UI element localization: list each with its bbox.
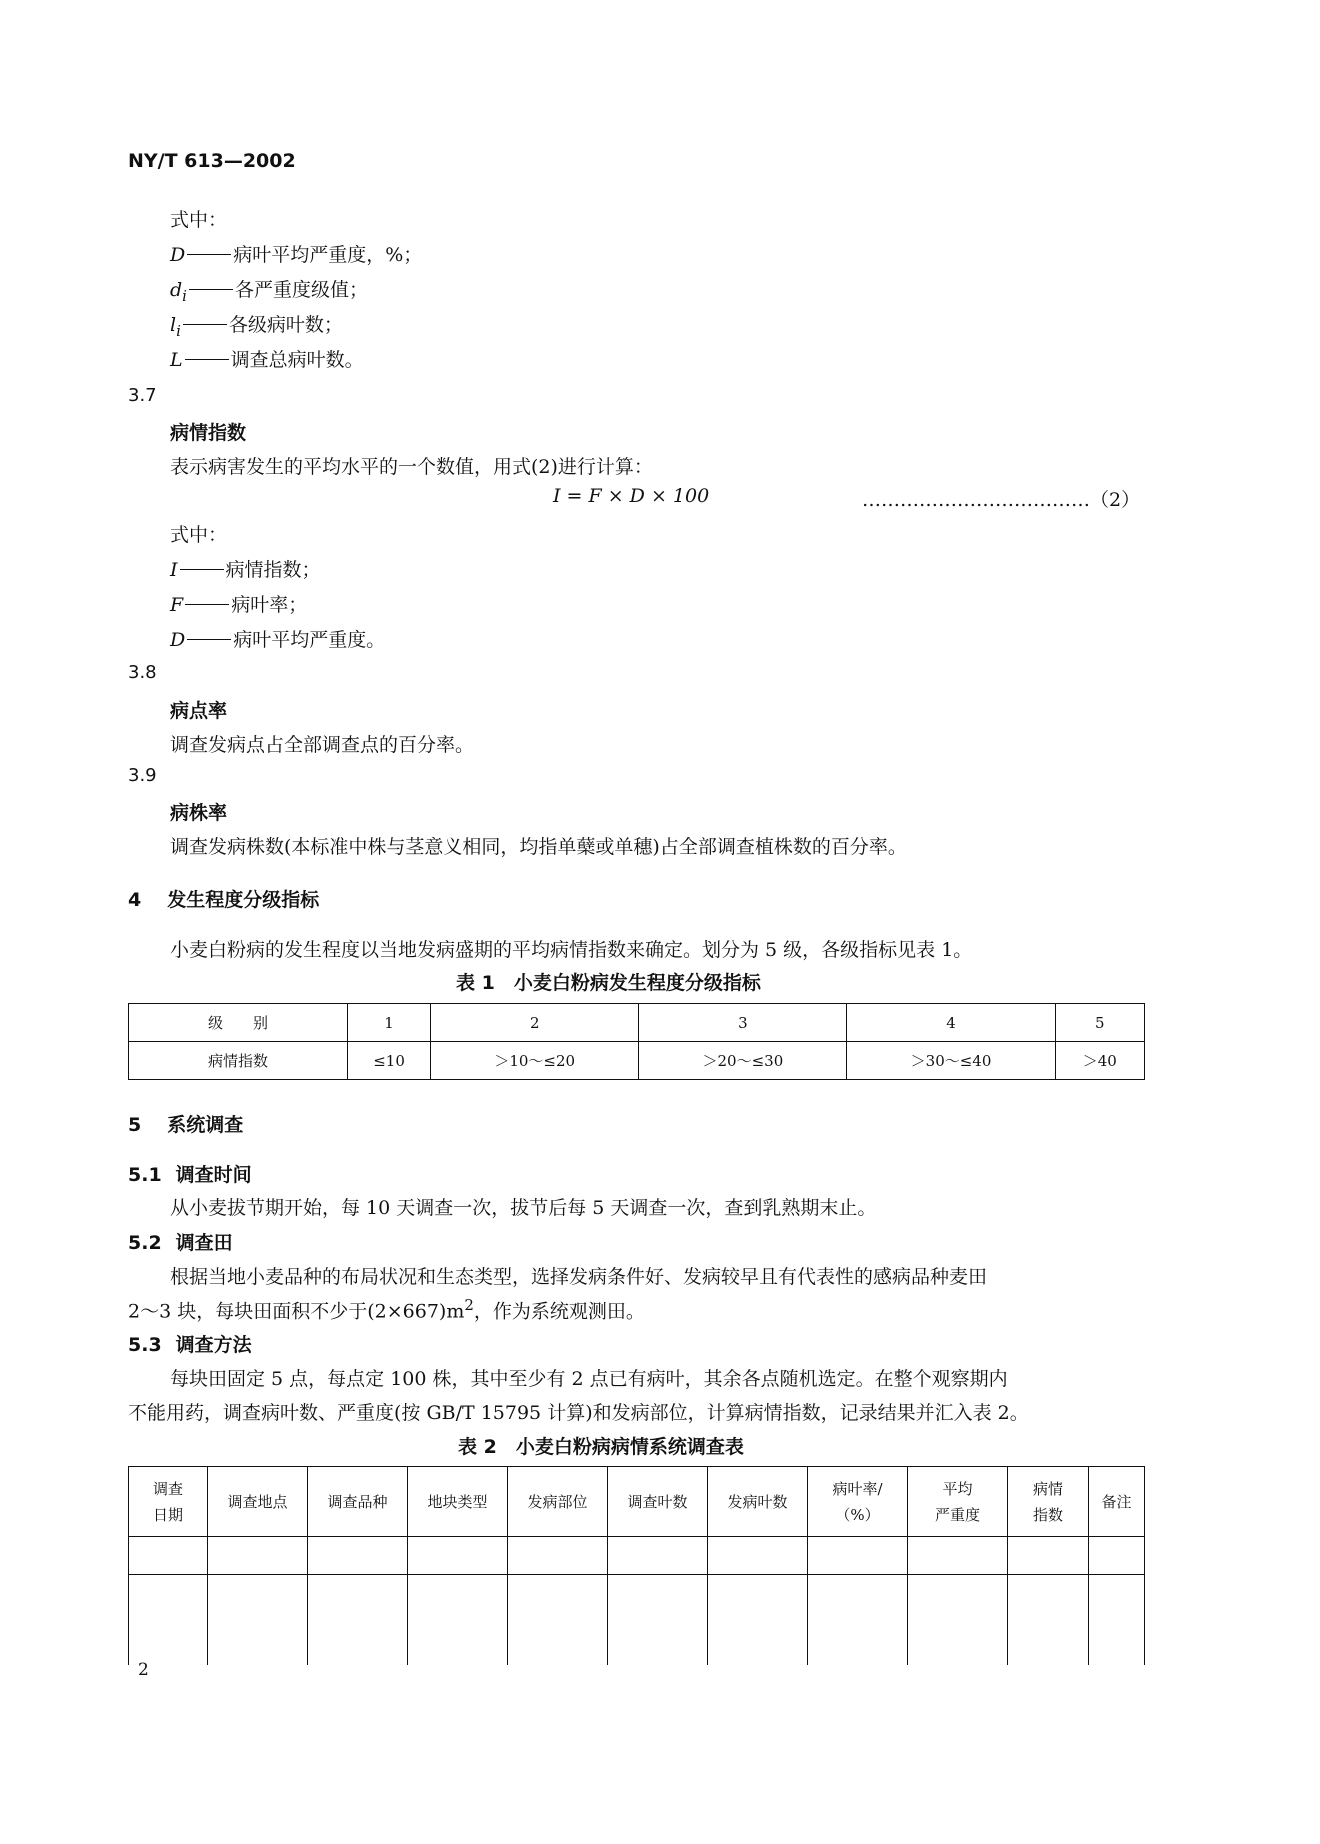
table-cell xyxy=(608,1537,708,1575)
table-cell: 3 xyxy=(639,1004,847,1042)
text-run: 2～3 块，每块田面积不少于(2×667)m xyxy=(128,1300,465,1323)
variable-symbol: D xyxy=(170,244,186,266)
definition-text: 调查总病叶数。 xyxy=(230,349,364,371)
table-caption: 表 2 小麦白粉病病情系统调查表 xyxy=(458,1436,744,1458)
dash-rule xyxy=(180,569,224,570)
variable-symbol: F xyxy=(170,594,184,616)
table-cell xyxy=(608,1575,708,1665)
header-cell: 调查品种 xyxy=(308,1467,408,1537)
table-cell xyxy=(1008,1575,1089,1665)
section-title: 调查方法 xyxy=(175,1334,252,1356)
definition-D-2 xyxy=(170,625,385,652)
table-cell xyxy=(1008,1537,1089,1575)
variable-symbol: l xyxy=(170,314,177,336)
header-cell: 备注 xyxy=(1089,1467,1145,1537)
section-number: 3.9 xyxy=(128,765,157,786)
definition-text: 病叶平均严重度。 xyxy=(233,629,386,651)
definition-I xyxy=(170,555,321,582)
section-number: 5.1 xyxy=(128,1164,162,1186)
paragraph: 根据当地小麦品种的布局状况和生态类型，选择发病条件好、发病较早且有代表性的感病品种麦田 xyxy=(170,1266,988,1288)
dash-rule xyxy=(189,289,233,290)
header-cell: 地块类型 xyxy=(408,1467,508,1537)
table-cell: 病情指数 xyxy=(129,1042,348,1080)
variable-subscript: i xyxy=(176,321,181,340)
table-cell: 级 别 xyxy=(129,1004,348,1042)
paragraph: 每块田固定 5 点，每点定 100 株，其中至少有 2 点已有病叶，其余各点随机选定。在整个观察期内 xyxy=(170,1368,1008,1390)
table-cell: 2 xyxy=(431,1004,639,1042)
table-cell xyxy=(1089,1575,1145,1665)
table-cell xyxy=(308,1575,408,1665)
table-cell xyxy=(908,1575,1008,1665)
header-cell: 调查地点 xyxy=(208,1467,308,1537)
section-number: 5 xyxy=(128,1114,142,1136)
header-cell: 病叶率/ （%） xyxy=(808,1467,908,1537)
paragraph: 调查发病点占全部调查点的百分率。 xyxy=(170,734,475,756)
table-cell: ＞20～≤30 xyxy=(639,1042,847,1080)
section-number: 3.8 xyxy=(128,662,157,683)
table-cell xyxy=(1089,1537,1145,1575)
section-title: 病株率 xyxy=(170,802,228,824)
table-cell xyxy=(208,1575,308,1665)
definition-di xyxy=(170,275,368,305)
section-title: 系统调查 xyxy=(167,1114,244,1136)
section-number: 5.3 xyxy=(128,1334,162,1356)
section-title: 发生程度分级指标 xyxy=(167,889,320,911)
subsection-heading-5-2 xyxy=(128,1228,233,1255)
table-cell xyxy=(208,1537,308,1575)
table-cell xyxy=(708,1537,808,1575)
section-number: 3.7 xyxy=(128,385,157,406)
table-row xyxy=(129,1537,1145,1575)
table-cell xyxy=(508,1537,608,1575)
variable-subscript: i xyxy=(182,286,187,305)
survey-table xyxy=(128,1466,1145,1665)
definition-F xyxy=(170,590,307,617)
paragraph-continued xyxy=(128,1296,645,1323)
table-cell xyxy=(808,1575,908,1665)
section-heading-4 xyxy=(128,885,319,912)
header-cell: 调查 日期 xyxy=(129,1467,208,1537)
table-row xyxy=(129,1042,1145,1080)
subsection-heading-5-1 xyxy=(128,1160,252,1187)
paragraph: 从小麦拔节期开始，每 10 天调查一次，拔节后每 5 天调查一次，查到乳熟期末止。 xyxy=(170,1197,877,1219)
table-cell: ＞30～≤40 xyxy=(847,1042,1055,1080)
definition-text: 各级病叶数； xyxy=(228,314,343,336)
section-heading-5 xyxy=(128,1110,243,1137)
variable-symbol: d xyxy=(170,279,183,301)
definition-text: 病叶率； xyxy=(231,594,308,616)
table-cell xyxy=(908,1537,1008,1575)
dash-rule xyxy=(187,639,231,640)
table-cell: 4 xyxy=(847,1004,1055,1042)
paragraph-continued: 不能用药，调查病叶数、严重度(按 GB/T 15795 计算)和发病部位，计算病情指数，记录结果并汇入表 2。 xyxy=(128,1402,1029,1424)
table-cell: ≤10 xyxy=(348,1042,431,1080)
table-cell: ＞40 xyxy=(1055,1042,1144,1080)
table-cell xyxy=(129,1537,208,1575)
section-title: 调查时间 xyxy=(175,1164,252,1186)
dash-rule xyxy=(187,254,231,255)
where-intro-2: 式中： xyxy=(170,524,228,546)
text-run: ，作为系统观测田。 xyxy=(473,1300,645,1323)
table-cell: ＞10～≤20 xyxy=(431,1042,639,1080)
table-row xyxy=(129,1575,1145,1665)
section-title: 病点率 xyxy=(170,700,228,722)
formula-reference: ………………………………（2） xyxy=(862,489,1141,511)
dash-rule xyxy=(183,324,227,325)
table-cell: 1 xyxy=(348,1004,431,1042)
header-cell: 平均 严重度 xyxy=(908,1467,1008,1537)
dash-rule xyxy=(185,604,229,605)
definition-text: 病叶平均严重度，%； xyxy=(233,244,423,266)
superscript: 2 xyxy=(464,1296,474,1314)
page-number: 2 xyxy=(138,1660,149,1680)
table-caption: 表 1 小麦白粉病发生程度分级指标 xyxy=(456,972,761,994)
header-cell: 发病叶数 xyxy=(708,1467,808,1537)
dash-rule xyxy=(185,359,229,360)
variable-symbol: L xyxy=(170,349,183,371)
section-title: 病情指数 xyxy=(170,422,247,444)
grading-table xyxy=(128,1003,1145,1080)
variable-symbol: D xyxy=(170,629,186,651)
section-number: 5.2 xyxy=(128,1232,162,1254)
paragraph: 调查发病株数(本标准中株与茎意义相同，均指单蘖或单穗)占全部调查植株数的百分率。 xyxy=(170,836,907,858)
table-cell: 5 xyxy=(1055,1004,1144,1042)
header-cell: 病情 指数 xyxy=(1008,1467,1089,1537)
variable-symbol: I xyxy=(170,559,178,581)
header-cell: 调查叶数 xyxy=(608,1467,708,1537)
table-cell xyxy=(129,1575,208,1665)
table-cell xyxy=(408,1575,508,1665)
definition-li xyxy=(170,310,343,340)
table-cell xyxy=(308,1537,408,1575)
table-cell xyxy=(708,1575,808,1665)
paragraph: 表示病害发生的平均水平的一个数值，用式(2)进行计算： xyxy=(170,456,653,478)
header-cell: 发病部位 xyxy=(508,1467,608,1537)
table-row xyxy=(129,1004,1145,1042)
definition-text: 病情指数； xyxy=(225,559,321,581)
section-title: 调查田 xyxy=(175,1232,233,1254)
definition-D xyxy=(170,240,422,267)
table-header-row xyxy=(129,1467,1145,1537)
definition-L xyxy=(170,345,364,372)
where-intro-1: 式中： xyxy=(170,209,228,231)
table-cell xyxy=(508,1575,608,1665)
table-cell xyxy=(808,1537,908,1575)
document-code: NY/T 613—2002 xyxy=(128,150,296,172)
table-cell xyxy=(408,1537,508,1575)
subsection-heading-5-3 xyxy=(128,1330,252,1357)
definition-text: 各严重度级值； xyxy=(234,279,368,301)
formula: I = F × D × 100 xyxy=(553,485,710,507)
section-number: 4 xyxy=(128,889,142,911)
paragraph: 小麦白粉病的发生程度以当地发病盛期的平均病情指数来确定。划分为 5 级，各级指标见表 1。 xyxy=(170,939,973,961)
